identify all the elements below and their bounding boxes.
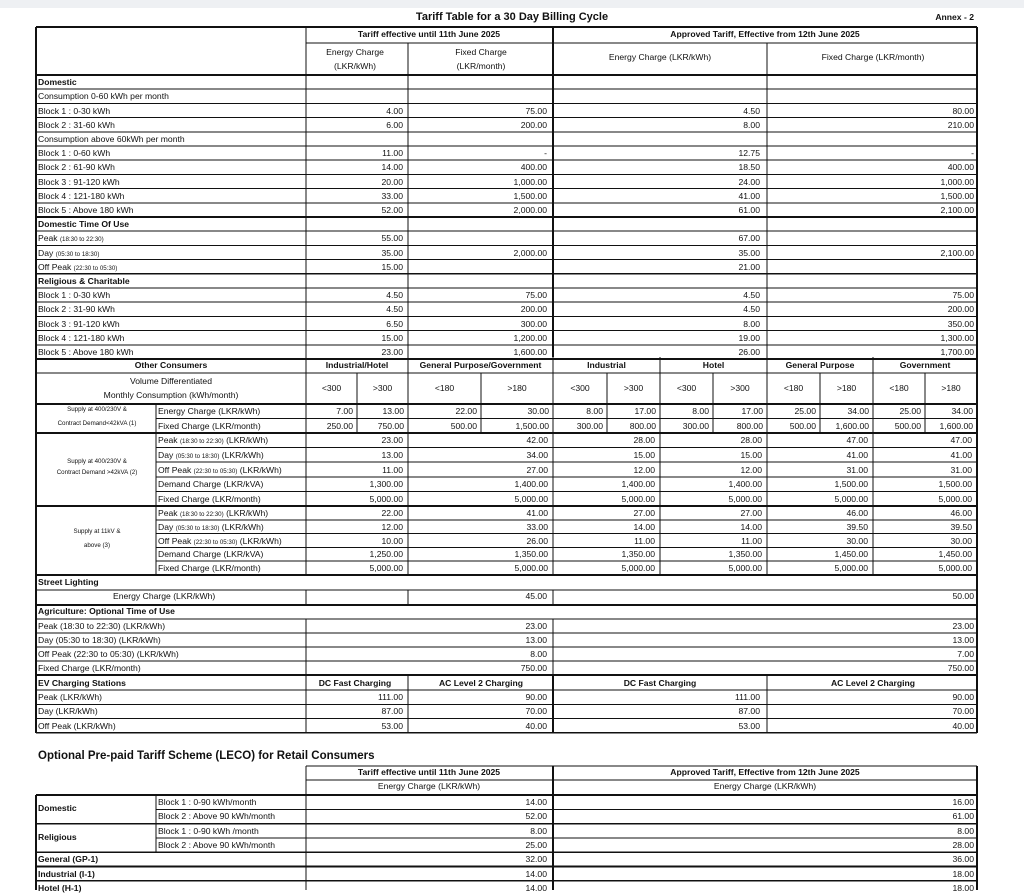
row-label: Peak (18:30 to 22:30) (LKR/kWh) [38, 621, 166, 631]
group-heading: Industrial/Hotel [325, 360, 389, 370]
tariff-value: 1,300.00 [369, 479, 403, 490]
row-label: Block 2 : 31-60 kWh [38, 119, 115, 130]
old-energy-value: 11.00 [382, 148, 403, 159]
old-value: 14.00 [525, 797, 547, 807]
section-heading: EV Charging Stations [38, 678, 126, 688]
row-label: Block 1 : 0-30 kWh [38, 290, 111, 301]
supply-group-2-sub: Contract Demand >42kVA (2) [56, 469, 138, 476]
old-fixed-value: 75.00 [525, 290, 547, 301]
tariff-row-label: Fixed Charge (LKR/month) [158, 420, 261, 431]
tariff-value: 30.00 [527, 406, 549, 416]
tariff-row-label: Fixed Charge (LKR/month) [158, 563, 261, 574]
ev-value: 40.00 [525, 720, 547, 731]
old-tariff-heading: Tariff effective until 11th June 2025 [357, 767, 501, 777]
old-value: 52.00 [525, 811, 547, 822]
unit-text: (LKR/kWh) [239, 464, 282, 475]
tariff-value: 26.00 [526, 535, 548, 546]
consumption-band: <180 [889, 383, 909, 393]
row-label [38, 233, 104, 245]
row-label: Energy Charge (LKR/kWh) [113, 591, 216, 601]
row-label: Block 3 : 91-120 kWh [38, 176, 120, 187]
tariff-value: 31.00 [950, 464, 972, 475]
tariff-row-label: Fixed Charge (LKR/month) [158, 493, 261, 504]
row-label: Peak (LKR/kWh) [38, 692, 102, 702]
ev-value: 87.00 [381, 706, 403, 717]
old-tariff-heading: Tariff effective until 11th June 2025 [357, 29, 501, 39]
tariff-value: 15.00 [633, 449, 655, 460]
consumption-band: <300 [676, 383, 697, 393]
row-label: Day (LKR/kWh) [38, 706, 98, 717]
tariff-value: 500.00 [894, 420, 921, 431]
new-fixed-value: 2,100.00 [940, 204, 974, 215]
new-fixed-value: 350.00 [947, 318, 974, 329]
old-fixed-value: 2,000.00 [513, 247, 547, 258]
old-energy-value: 33.00 [381, 190, 403, 201]
row-label: Block 5 : Above 180 kWh [38, 346, 134, 357]
tariff-row-label: Energy Charge (LKR/kWh) [158, 406, 261, 416]
tariff-value: 39.50 [950, 521, 972, 532]
annex-label: Annex - 2 [935, 12, 974, 22]
row-label: Off Peak (22:30 to 05:30) (LKR/kWh) [38, 649, 179, 659]
new-energy-value: 8.00 [743, 119, 760, 130]
row-label-text: Day [158, 449, 174, 460]
tariff-value: 41.00 [846, 449, 868, 460]
page-title: Tariff Table for a 30 Day Billing Cycle [415, 11, 609, 23]
time-range-text: (18:30 to 22:30) [179, 510, 224, 518]
tariff-value: 250.00 [326, 420, 353, 431]
tariff-value: 1,350.00 [514, 549, 548, 560]
tariff-value: 1,500.00 [834, 479, 868, 490]
tariff-value: 11.00 [634, 535, 655, 546]
ev-value: 70.00 [525, 706, 547, 717]
prepaid-sublabel: Block 1 : 0-90 kWh/month [158, 797, 257, 807]
consumption-band: >300 [623, 383, 644, 393]
new-tariff-heading: Approved Tariff, Effective from 12th June 2025 [670, 767, 860, 777]
prepaid-title: Optional Pre-paid Tariff Scheme (LECO) for Retail Consumers [38, 750, 375, 762]
tariff-value: 300.00 [682, 420, 709, 431]
tariff-value: 1,450.00 [938, 549, 972, 560]
unit-text: (LKR/kWh) [221, 521, 264, 532]
tariff-value: 27.00 [740, 507, 762, 518]
section-heading: Agriculture: Optional Time of Use [38, 606, 175, 616]
ev-value: 111.00 [377, 692, 403, 702]
tariff-value: 750.00 [377, 420, 404, 431]
ev-value: 90.00 [952, 692, 974, 702]
tariff-value: 1,400.00 [621, 479, 655, 490]
prepaid-category: General (GP-1) [38, 854, 99, 865]
old-value: 750.00 [520, 663, 547, 673]
section-heading: Street Lighting [38, 577, 99, 587]
new-fixed-header: Fixed Charge (LKR/month) [821, 52, 925, 62]
tariff-value: 12.00 [740, 464, 762, 475]
tariff-value: 500.00 [789, 420, 816, 431]
tariff-value: 1,350.00 [728, 549, 762, 560]
new-energy-value: 12.75 [738, 148, 760, 159]
ev-value: 53.00 [381, 720, 403, 731]
row-label: Fixed Charge (LKR/month) [38, 663, 141, 673]
energy-unit-header: (LKR/kWh) [333, 61, 377, 71]
unit-text: (LKR/kWh) [226, 507, 269, 518]
new-fixed-value: 2,100.00 [940, 247, 974, 258]
row-label-text: Off Peak [38, 261, 72, 272]
consumption-band: <300 [570, 383, 590, 393]
new-energy-value: 18.50 [738, 162, 760, 173]
tariff-value: 22.00 [455, 406, 477, 416]
row-label-text: Day [158, 521, 174, 532]
consumption-band: >180 [941, 383, 961, 393]
consumption-band: >180 [507, 383, 527, 393]
tariff-value: 1,500.00 [938, 479, 972, 490]
old-energy-value: 14.00 [381, 162, 403, 173]
tariff-value: 5,000.00 [938, 493, 972, 504]
new-value: 18.00 [952, 868, 974, 879]
group-heading: Hotel [702, 360, 725, 370]
tariff-value: 1,350.00 [621, 549, 655, 560]
new-fixed-value: 200.00 [947, 304, 974, 315]
tariff-value: 17.00 [741, 406, 763, 416]
new-value: 16.00 [952, 797, 974, 807]
consumption-band: >180 [836, 383, 857, 393]
row-label-text: Peak [158, 435, 178, 446]
other-consumers-heading: Other Consumers [134, 360, 208, 370]
prepaid-sublabel: Block 1 : 0-90 kWh /month [158, 825, 259, 836]
old-energy-value: 6.50 [386, 318, 403, 329]
prepaid-sublabel: Block 2 : Above 90 kWh/month [158, 839, 276, 850]
consumption-band: >300 [730, 383, 750, 393]
prepaid-sublabel: Block 2 : Above 90 kWh/month [158, 811, 276, 822]
energy-charge-header: Energy Charge (LKR/kWh) [377, 781, 481, 791]
new-fixed-value: 400.00 [947, 162, 974, 173]
old-fixed-value: 75.00 [525, 105, 547, 116]
supply-group-2: Supply at 400/230V & [67, 458, 127, 465]
tariff-value: 31.00 [846, 464, 868, 475]
supply-group-3: Supply at 11kV & [73, 528, 121, 535]
new-energy-value: 24.00 [738, 176, 760, 187]
row-label: Off Peak (LKR/kWh) [38, 720, 116, 731]
row-label: Block 5 : Above 180 kWh [38, 204, 134, 215]
tariff-value: 34.00 [951, 406, 973, 416]
tariff-value: 1,400.00 [728, 479, 762, 490]
tariff-row-label: Demand Charge (LKR/kVA) [158, 479, 264, 490]
tariff-value: 22.00 [381, 507, 403, 518]
new-energy-value: 61.00 [738, 204, 760, 215]
energy-charge-header: Energy Charge (LKR/kWh) [713, 781, 817, 791]
consumption-band: <180 [783, 383, 804, 393]
old-value: 13.00 [525, 635, 547, 645]
row-label-text: Off Peak [158, 464, 192, 475]
unit-text: (LKR/kWh) [226, 435, 269, 446]
tariff-value: 11.00 [741, 535, 762, 546]
tariff-value: 5,000.00 [621, 493, 655, 504]
group-heading: General Purpose [785, 360, 855, 370]
old-energy-value: 23.00 [381, 346, 403, 357]
fixed-charge-header: Fixed Charge [455, 47, 507, 57]
tariff-value: 11.00 [382, 464, 403, 475]
ev-value: 70.00 [952, 706, 974, 717]
tariff-value: 34.00 [847, 406, 869, 416]
tariff-value: 41.00 [526, 507, 548, 518]
tariff-value: 5,000.00 [938, 563, 972, 574]
tariff-value: 12.00 [381, 521, 403, 532]
row-label [38, 262, 117, 274]
new-value: 13.00 [952, 635, 974, 645]
new-energy-value: 4.50 [743, 304, 760, 315]
tariff-value: 5,000.00 [514, 563, 548, 574]
new-energy-value: 4.50 [743, 290, 760, 301]
new-energy-header: Energy Charge (LKR/kWh) [608, 52, 712, 62]
tariff-value: 500.00 [450, 420, 477, 431]
row-label: Block 2 : 61-90 kWh [38, 162, 115, 173]
tariff-value: 1,450.00 [834, 549, 868, 560]
new-fixed-value: 75.00 [952, 290, 974, 301]
tariff-row-label [158, 508, 268, 520]
new-value: 61.00 [952, 811, 974, 822]
new-fixed-value: 1,500.00 [940, 190, 974, 201]
old-value: 8.00 [530, 825, 547, 836]
old-fixed-value: 1,200.00 [513, 332, 547, 343]
new-fixed-value: 210.00 [947, 119, 974, 130]
new-energy-value: 4.50 [743, 105, 760, 116]
old-fixed-value: 1,500.00 [513, 190, 547, 201]
energy-charge-header: Energy Charge [326, 47, 384, 57]
new-value: 28.00 [952, 839, 974, 850]
time-range-text: (05:30 to 18:30) [55, 250, 100, 258]
consumption-band: >300 [372, 383, 393, 393]
old-value: 32.00 [525, 854, 547, 865]
new-value: 750.00 [947, 663, 974, 673]
tariff-value: 10.00 [381, 535, 403, 546]
prepaid-category: Industrial (I-1) [38, 868, 95, 879]
new-value: 23.00 [952, 621, 974, 631]
supply-group-3-sub: above (3) [83, 542, 111, 549]
tariff-value: 25.00 [794, 406, 816, 416]
row-label: Day (05:30 to 18:30) (LKR/kWh) [38, 635, 161, 645]
supply-group-1-sub: Contract Demand<42kVA (1) [57, 420, 137, 427]
ev-dc-header: DC Fast Charging [623, 678, 697, 688]
old-energy-value: 15.00 [381, 261, 403, 272]
ev-value: 53.00 [738, 720, 760, 731]
new-value: 8.00 [957, 825, 974, 836]
old-energy-value: 4.00 [386, 105, 403, 116]
old-fixed-value: - [544, 148, 547, 159]
fixed-unit-header: (LKR/month) [456, 61, 506, 71]
new-tariff-heading: Approved Tariff, Effective from 12th June 2025 [670, 29, 860, 39]
tariff-value: 5,000.00 [834, 563, 868, 574]
old-fixed-value: 200.00 [520, 304, 547, 315]
ev-dc-header: DC Fast Charging [318, 678, 392, 688]
new-energy-value: 35.00 [738, 247, 760, 258]
new-value: 7.00 [957, 649, 974, 659]
prepaid-category: Religious [38, 831, 77, 842]
old-fixed-value: 300.00 [520, 318, 547, 329]
tariff-value: 14.00 [633, 521, 655, 532]
old-energy-value: 55.00 [381, 233, 403, 244]
prepaid-category: Domestic [38, 803, 77, 814]
group-heading: General Purpose/Government [419, 360, 542, 370]
row-label-text: Off Peak [158, 535, 192, 546]
row-label: Block 1 : 0-60 kWh [38, 148, 111, 159]
tariff-value: 5,000.00 [621, 563, 655, 574]
time-range-text: (22:30 to 05:30) [193, 467, 238, 475]
time-range-text: (22:30 to 05:30) [73, 264, 118, 272]
tariff-value: 33.00 [526, 521, 548, 532]
ev-ac-header: AC Level 2 Charging [830, 678, 916, 688]
tariff-value: 25.00 [899, 406, 921, 416]
tariff-value: 13.00 [381, 449, 403, 460]
old-value: 14.00 [525, 868, 547, 879]
old-energy-value: 4.50 [386, 290, 403, 301]
old-energy-value: 52.00 [381, 204, 403, 215]
new-energy-value: 8.00 [743, 318, 760, 329]
row-label: Consumption above 60kWh per month [38, 133, 185, 144]
tariff-value: 5,000.00 [369, 493, 403, 504]
new-energy-value: 21.00 [738, 261, 760, 272]
tariff-value: 1,500.00 [515, 420, 549, 431]
ev-ac-header: AC Level 2 Charging [438, 678, 524, 688]
ev-value: 40.00 [952, 720, 974, 731]
group-heading: Industrial [587, 360, 626, 370]
tariff-value: 27.00 [526, 464, 548, 475]
tariff-value: 5,000.00 [514, 493, 548, 504]
tariff-value: 27.00 [633, 507, 655, 518]
tariff-value: 15.00 [740, 449, 762, 460]
new-fixed-value: 1,300.00 [940, 332, 974, 343]
tariff-value: 42.00 [526, 435, 548, 446]
tariff-value: 1,600.00 [939, 420, 973, 431]
row-label: Block 4 : 121-180 kWh [38, 190, 125, 201]
old-energy-value: 35.00 [381, 247, 403, 258]
old-energy-value: 20.00 [381, 176, 403, 187]
row-label-text: Peak [158, 507, 178, 518]
old-value: 23.00 [525, 621, 547, 631]
time-range-text: (18:30 to 22:30) [179, 438, 224, 446]
tariff-value: 47.00 [950, 435, 972, 446]
row-label-text: Peak [38, 233, 58, 244]
old-value: 8.00 [530, 649, 547, 659]
tariff-value: 800.00 [736, 420, 763, 431]
new-value: 50.00 [952, 591, 974, 601]
tariff-value: 8.00 [586, 406, 603, 416]
row-label-text: Day [38, 247, 54, 258]
ev-value: 87.00 [738, 706, 760, 717]
supply-group-1: Supply at 400/230V & [67, 406, 127, 413]
tariff-value: 5,000.00 [834, 493, 868, 504]
row-label: Block 2 : 31-90 kWh [38, 304, 115, 315]
tariff-value: 5,000.00 [369, 563, 403, 574]
tariff-value: 46.00 [950, 507, 972, 518]
volume-desc-unit: Monthly Consumption (kWh/month) [103, 390, 239, 400]
new-fixed-value: - [971, 148, 974, 159]
tariff-value: 7.00 [336, 406, 353, 416]
old-value: 25.00 [525, 839, 547, 850]
tariff-value: 5,000.00 [728, 493, 762, 504]
old-fixed-value: 1,000.00 [513, 176, 547, 187]
tariff-value: 34.00 [526, 449, 548, 460]
tariff-value: 8.00 [692, 406, 709, 416]
tariff-value: 13.00 [382, 406, 404, 416]
time-range-text: (18:30 to 22:30) [59, 236, 104, 244]
tariff-value: 1,400.00 [514, 479, 548, 490]
tariff-value: 28.00 [633, 435, 655, 446]
new-fixed-value: 80.00 [952, 105, 974, 116]
tariff-value: 1,250.00 [369, 549, 403, 560]
old-energy-value: 15.00 [381, 332, 403, 343]
new-energy-value: 67.00 [738, 233, 760, 244]
old-value: 45.00 [525, 591, 547, 601]
row-label: Consumption 0-60 kWh per month [38, 91, 169, 102]
tariff-value: 14.00 [740, 521, 762, 532]
tariff-row-label: Demand Charge (LKR/kVA) [158, 549, 264, 560]
consumption-band: <300 [321, 383, 342, 393]
tariff-value: 46.00 [846, 507, 868, 518]
old-energy-value: 4.50 [386, 304, 403, 315]
section-heading: Domestic [38, 77, 77, 88]
new-energy-value: 19.00 [738, 332, 760, 343]
tariff-value: 28.00 [740, 435, 762, 446]
tariff-value: 5,000.00 [728, 563, 762, 574]
section-heading: Domestic Time Of Use [38, 219, 130, 230]
tariff-value: 30.00 [950, 535, 972, 546]
section-heading: Religious & Charitable [38, 275, 130, 286]
prepaid-category: Hotel (H-1) [38, 882, 82, 893]
tariff-value: 800.00 [629, 420, 656, 431]
old-value: 14.00 [525, 882, 547, 893]
new-fixed-value: 1,700.00 [940, 346, 974, 357]
new-value: 18.00 [952, 882, 974, 893]
unit-text: (LKR/kWh) [239, 535, 282, 546]
new-energy-value: 26.00 [738, 346, 760, 357]
tariff-row-label [158, 435, 268, 447]
row-label: Block 1 : 0-30 kWh [38, 105, 111, 116]
old-fixed-value: 2,000.00 [513, 204, 547, 215]
new-value: 36.00 [952, 854, 974, 865]
row-label: Block 4 : 121-180 kWh [38, 332, 125, 343]
time-range-text: (05:30 to 18:30) [175, 452, 220, 460]
time-range-text: (22:30 to 05:30) [193, 538, 238, 546]
ev-value: 111.00 [734, 692, 760, 702]
tariff-value: 1,600.00 [835, 420, 869, 431]
tariff-value: 12.00 [633, 464, 655, 475]
tariff-value: 23.00 [381, 435, 403, 446]
tariff-value: 17.00 [634, 406, 656, 416]
unit-text: (LKR/kWh) [221, 449, 264, 460]
time-range-text: (05:30 to 18:30) [175, 524, 220, 532]
old-fixed-value: 400.00 [520, 162, 547, 173]
row-label: Block 3 : 91-120 kWh [38, 318, 120, 329]
old-energy-value: 6.00 [386, 119, 403, 130]
group-heading: Government [899, 360, 951, 370]
consumption-band: <180 [434, 383, 455, 393]
tariff-value: 39.50 [846, 521, 868, 532]
new-energy-value: 41.00 [738, 190, 760, 201]
tariff-value: 47.00 [846, 435, 868, 446]
tariff-value: 30.00 [846, 535, 868, 546]
tariff-value: 41.00 [950, 449, 972, 460]
row-label [38, 248, 99, 260]
new-fixed-value: 1,000.00 [940, 176, 974, 187]
tariff-value: 300.00 [576, 420, 603, 431]
volume-desc: Volume Differentiated [129, 376, 212, 386]
old-fixed-value: 1,600.00 [513, 346, 547, 357]
old-fixed-value: 200.00 [520, 119, 547, 130]
ev-value: 90.00 [525, 692, 547, 702]
